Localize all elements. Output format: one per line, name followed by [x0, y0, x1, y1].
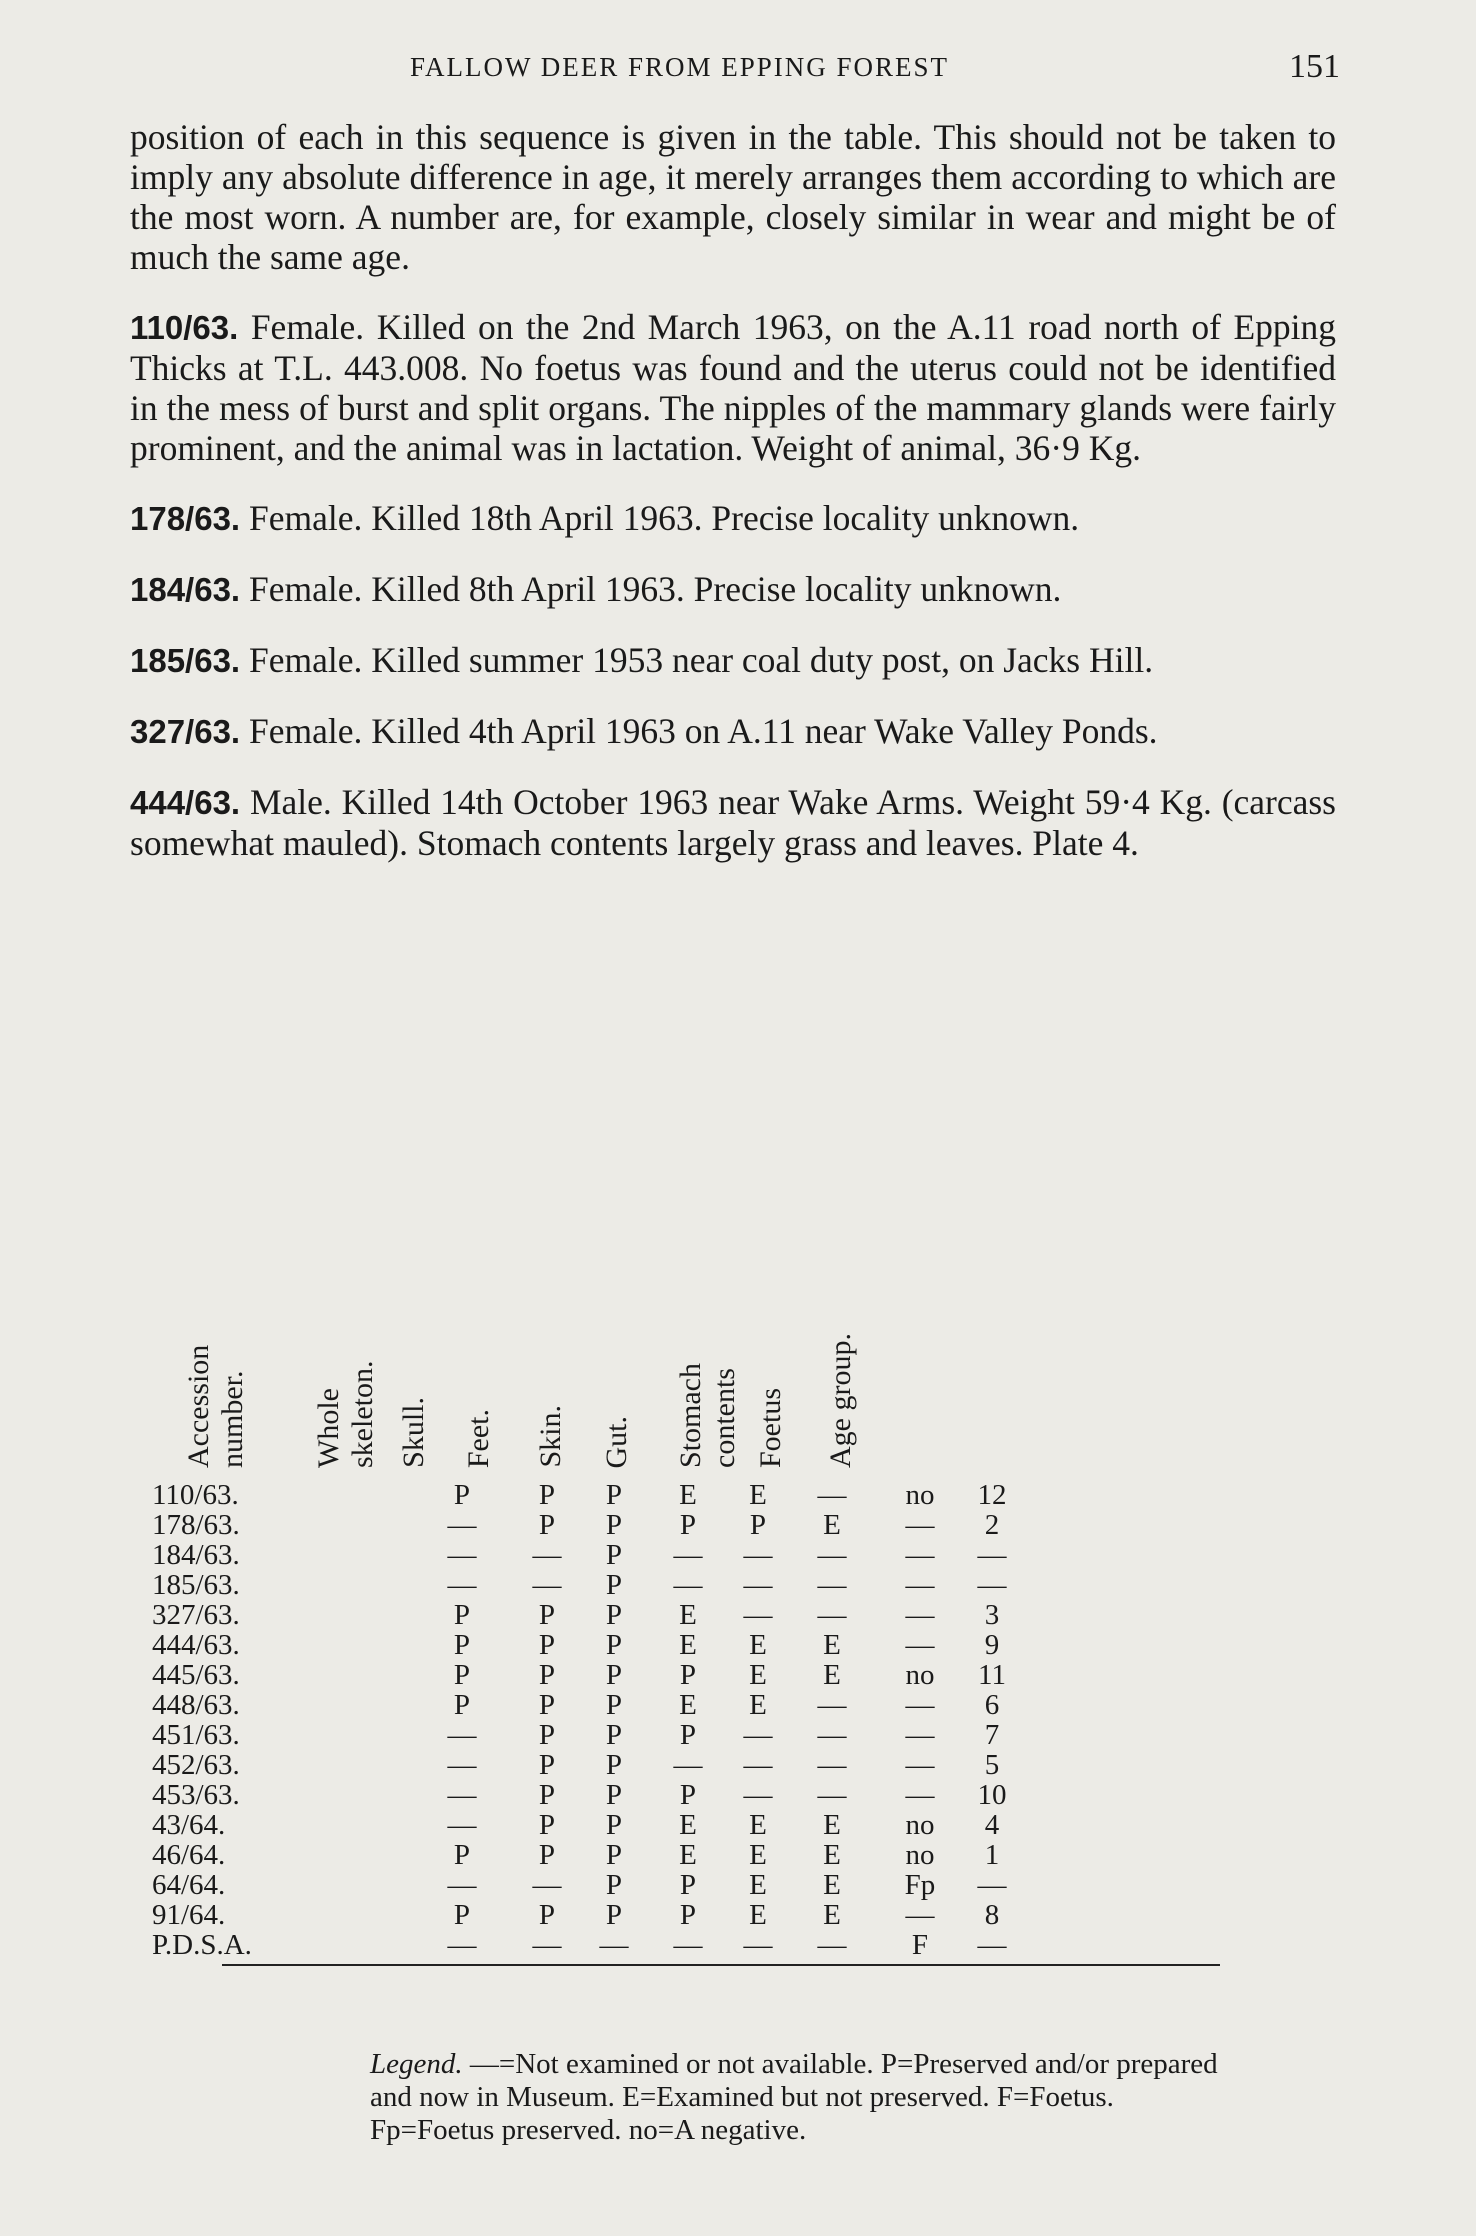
entry-text: Female. Killed summer 1953 near coal duty post, on Jacks Hill. — [248, 640, 1154, 680]
table-cell: 445/63. — [152, 1659, 240, 1691]
column-header — [674, 1308, 742, 1468]
table-cell: — — [817, 1749, 847, 1781]
running-head: FALLOW DEER FROM EPPING FOREST — [410, 52, 950, 82]
table-cell: — — [905, 1899, 935, 1931]
table-header — [182, 1235, 1232, 1480]
table-cell: P — [605, 1719, 623, 1751]
entry-text: Female. Killed on the 2nd March 1963, on the A.11 road north of Epping Thicks at T.L. 443.008. No foetus was found and the uterus could not be identified in the mess of burst and split organs. The nipples of the mammary glands were fairly prominent, and the animal was in lactation. Weight of animal, 36·9 Kg. — [130, 307, 1337, 468]
table-cell: 3 — [984, 1599, 1000, 1631]
table-cell: — — [447, 1869, 477, 1901]
table-cell: P — [605, 1629, 623, 1661]
column-header-label: Skull. — [397, 1397, 430, 1468]
table-cell: P — [453, 1899, 471, 1931]
table-cell: no — [905, 1809, 935, 1841]
table-legend — [370, 2048, 1240, 2147]
table-cell: — — [532, 1929, 562, 1961]
table-cell: — — [977, 1869, 1007, 1901]
table-cell: — — [447, 1749, 477, 1781]
table-cell: — — [817, 1539, 847, 1571]
table-cell: P.D.S.A. — [152, 1929, 252, 1961]
table-cell: — — [977, 1539, 1007, 1571]
table-cell: 10 — [977, 1779, 1007, 1811]
table-cell: E — [823, 1809, 841, 1841]
page-header — [130, 48, 1340, 92]
table-cell: F — [911, 1929, 929, 1961]
table-row — [152, 1689, 1232, 1721]
table-cell: P — [453, 1659, 471, 1691]
table-cell: E — [823, 1869, 841, 1901]
table-cell: E — [679, 1689, 697, 1721]
table-cell: no — [905, 1839, 935, 1871]
table-cell: — — [673, 1929, 703, 1961]
accession-number: 444/63. — [130, 784, 241, 821]
table-cell: — — [743, 1539, 773, 1571]
table-cell: P — [538, 1899, 556, 1931]
page-number: 151 — [1289, 48, 1340, 85]
table-bottom-rule — [222, 1964, 1220, 1966]
table-cell: — — [743, 1599, 773, 1631]
column-header — [397, 1397, 431, 1468]
table-cell: no — [905, 1659, 935, 1691]
column-header — [534, 1405, 568, 1468]
table-cell: — — [447, 1779, 477, 1811]
column-header-label: Stomach contents — [674, 1363, 741, 1468]
table-cell: E — [679, 1809, 697, 1841]
table-cell: P — [605, 1509, 623, 1541]
table-cell: P — [679, 1719, 697, 1751]
table-cell: — — [743, 1749, 773, 1781]
table-cell: E — [749, 1689, 767, 1721]
table-cell: E — [823, 1659, 841, 1691]
column-header-label: Foetus — [754, 1387, 787, 1468]
table-cell: 110/63. — [152, 1479, 239, 1511]
table-cell: 2 — [984, 1509, 1000, 1541]
table-cell: P — [679, 1779, 697, 1811]
table-cell: 8 — [984, 1899, 1000, 1931]
table-cell: P — [538, 1659, 556, 1691]
intro-paragraph: position of each in this sequence is given in the table. This should not be taken to imply any absolute difference in age, it merely arranges them according to which are the most worn. A number are, for example, closely similar in wear and might be of much the same age. — [130, 117, 1336, 277]
column-header — [462, 1409, 496, 1468]
table-row — [152, 1809, 1232, 1841]
table-row — [152, 1839, 1232, 1871]
table-cell: 453/63. — [152, 1779, 240, 1811]
table-cell: P — [538, 1719, 556, 1751]
legend-label: Legend. — [370, 2048, 463, 2080]
column-header-label: Whole skeleton. — [312, 1360, 379, 1468]
table-row — [152, 1749, 1232, 1781]
column-header — [182, 1318, 250, 1468]
table-cell: E — [823, 1629, 841, 1661]
legend-text: —=Not examined or not available. P=Preserved and/or prepared and now in Museum. E=Examined but not preserved. F=Foetus. Fp=Foetus preserved. no=A negative. — [370, 2048, 1218, 2146]
table-cell: P — [605, 1569, 623, 1601]
table-cell: P — [453, 1599, 471, 1631]
table-cell: — — [905, 1509, 935, 1541]
table-cell: E — [749, 1479, 767, 1511]
table-row — [152, 1659, 1232, 1691]
table-cell: E — [679, 1839, 697, 1871]
table-cell: P — [605, 1659, 623, 1691]
table-cell: P — [605, 1479, 623, 1511]
table-row — [152, 1539, 1232, 1571]
table-cell: — — [447, 1509, 477, 1541]
table-cell: 184/63. — [152, 1539, 240, 1571]
table-cell: P — [453, 1839, 471, 1871]
table-row — [152, 1899, 1232, 1931]
table-cell: P — [538, 1809, 556, 1841]
table-cell: 11 — [978, 1659, 1006, 1691]
table-cell: E — [823, 1899, 841, 1931]
table-cell: — — [905, 1569, 935, 1601]
table-cell: — — [905, 1719, 935, 1751]
table-cell: — — [743, 1929, 773, 1961]
table-cell: — — [532, 1539, 562, 1571]
specimen-entry — [130, 782, 1336, 863]
table-cell: — — [977, 1569, 1007, 1601]
table-cell: E — [823, 1839, 841, 1871]
entry-text: Male. Killed 14th October 1963 near Wake Arms. Weight 59·4 Kg. (carcass somewhat mauled). Stomach contents largely grass and leaves. Plate 4. — [130, 782, 1337, 863]
table-cell: P — [605, 1869, 623, 1901]
accession-number: 178/63. — [130, 500, 241, 537]
column-header-label: Age group. — [824, 1333, 857, 1468]
table-row — [152, 1599, 1232, 1631]
table-cell: P — [538, 1839, 556, 1871]
table-row — [152, 1869, 1232, 1901]
column-header-label: Accession number. — [182, 1344, 249, 1468]
table-cell: — — [599, 1929, 629, 1961]
column-header — [312, 1308, 380, 1468]
table-cell: P — [538, 1689, 556, 1721]
table-cell: — — [817, 1479, 847, 1511]
table-cell: — — [532, 1569, 562, 1601]
table-cell: — — [905, 1629, 935, 1661]
body-text — [130, 117, 1336, 863]
table-row — [152, 1509, 1232, 1541]
table-row — [152, 1929, 1232, 1961]
table-cell: — — [447, 1929, 477, 1961]
specimen-table — [152, 1235, 1232, 1966]
table-cell: P — [679, 1509, 697, 1541]
table-cell: — — [673, 1539, 703, 1571]
accession-number: 327/63. — [130, 713, 241, 750]
table-cell: — — [817, 1719, 847, 1751]
table-cell: — — [977, 1929, 1007, 1961]
table-cell: — — [532, 1869, 562, 1901]
table-cell: P — [605, 1899, 623, 1931]
accession-number: 184/63. — [130, 571, 241, 608]
table-cell: E — [749, 1869, 767, 1901]
table-cell: 4 — [984, 1809, 1000, 1841]
entry-text: Female. Killed 18th April 1963. Precise locality unknown. — [248, 498, 1080, 538]
specimen-entry — [130, 569, 1336, 610]
table-cell: E — [749, 1629, 767, 1661]
table-cell: — — [905, 1749, 935, 1781]
table-cell: — — [817, 1779, 847, 1811]
table-cell: 12 — [977, 1479, 1007, 1511]
table-cell: P — [679, 1659, 697, 1691]
table-cell: P — [453, 1479, 471, 1511]
table-cell: P — [605, 1539, 623, 1571]
table-cell: P — [679, 1869, 697, 1901]
table-cell: P — [605, 1779, 623, 1811]
table-cell: P — [605, 1599, 623, 1631]
table-cell: — — [817, 1569, 847, 1601]
table-cell: — — [743, 1719, 773, 1751]
table-cell: 451/63. — [152, 1719, 240, 1751]
entry-text: Female. Killed 4th April 1963 on A.11 near Wake Valley Ponds. — [248, 711, 1158, 751]
entry-text: Female. Killed 8th April 1963. Precise locality unknown. — [248, 569, 1062, 609]
table-cell: — — [447, 1719, 477, 1751]
specimen-entry — [130, 711, 1336, 752]
column-header-label: Gut. — [600, 1415, 633, 1468]
specimen-entry — [130, 307, 1336, 468]
table-row — [152, 1629, 1232, 1661]
table-cell: 91/64. — [152, 1899, 226, 1931]
table-cell: 444/63. — [152, 1629, 240, 1661]
table-cell: E — [679, 1599, 697, 1631]
table-cell: — — [905, 1779, 935, 1811]
table-cell: E — [749, 1899, 767, 1931]
table-cell: — — [447, 1809, 477, 1841]
table-cell: 185/63. — [152, 1569, 240, 1601]
table-cell: — — [743, 1779, 773, 1811]
column-header — [754, 1388, 788, 1468]
table-row — [152, 1479, 1232, 1511]
table-cell: P — [453, 1689, 471, 1721]
column-header — [824, 1333, 858, 1468]
table-cell: E — [679, 1479, 697, 1511]
table-cell: P — [538, 1509, 556, 1541]
table-cell: P — [453, 1629, 471, 1661]
table-cell: — — [447, 1569, 477, 1601]
table-cell: 9 — [984, 1629, 1000, 1661]
table-cell: 6 — [984, 1689, 1000, 1721]
table-cell: P — [538, 1479, 556, 1511]
table-cell: — — [905, 1539, 935, 1571]
table-cell: no — [905, 1479, 935, 1511]
table-cell: — — [817, 1689, 847, 1721]
column-header-label: Feet. — [462, 1408, 495, 1468]
specimen-entry — [130, 498, 1336, 539]
table-cell: E — [679, 1629, 697, 1661]
table-cell: E — [749, 1839, 767, 1871]
table-cell: E — [749, 1809, 767, 1841]
table-cell: P — [605, 1749, 623, 1781]
specimen-entry — [130, 640, 1336, 681]
table-cell: — — [743, 1569, 773, 1601]
table-cell: P — [605, 1839, 623, 1871]
table-cell: 178/63. — [152, 1509, 240, 1541]
table-cell: — — [673, 1569, 703, 1601]
table-cell: 448/63. — [152, 1689, 240, 1721]
table-row — [152, 1779, 1232, 1811]
table-cell: P — [749, 1509, 767, 1541]
table-cell: 46/64. — [152, 1839, 226, 1871]
table-row — [152, 1569, 1232, 1601]
table-cell: E — [823, 1509, 841, 1541]
table-cell: 7 — [984, 1719, 1000, 1751]
table-cell: P — [538, 1779, 556, 1811]
table-cell: P — [605, 1689, 623, 1721]
specimen-entries — [130, 307, 1336, 863]
table-cell: P — [538, 1749, 556, 1781]
table-cell: 327/63. — [152, 1599, 240, 1631]
accession-number: 185/63. — [130, 642, 241, 679]
table-cell: 452/63. — [152, 1749, 240, 1781]
accession-number: 110/63. — [130, 309, 239, 346]
column-header — [600, 1416, 634, 1469]
table-cell: P — [538, 1599, 556, 1631]
column-header-label: Skin. — [534, 1405, 567, 1468]
table-cell: 43/64. — [152, 1809, 226, 1841]
table-cell: 1 — [984, 1839, 1000, 1871]
table-cell: 5 — [984, 1749, 1000, 1781]
table-cell: — — [447, 1539, 477, 1571]
table-cell: — — [905, 1689, 935, 1721]
table-cell: — — [673, 1749, 703, 1781]
table-cell: Fp — [904, 1869, 936, 1901]
table-cell: — — [905, 1599, 935, 1631]
table-cell: P — [605, 1809, 623, 1841]
table-cell: P — [679, 1899, 697, 1931]
table-cell: 64/64. — [152, 1869, 226, 1901]
table-cell: — — [817, 1929, 847, 1961]
table-cell: E — [749, 1659, 767, 1691]
table-cell: — — [817, 1599, 847, 1631]
table-cell: P — [538, 1629, 556, 1661]
table-row — [152, 1719, 1232, 1751]
table-body — [152, 1479, 1232, 1961]
